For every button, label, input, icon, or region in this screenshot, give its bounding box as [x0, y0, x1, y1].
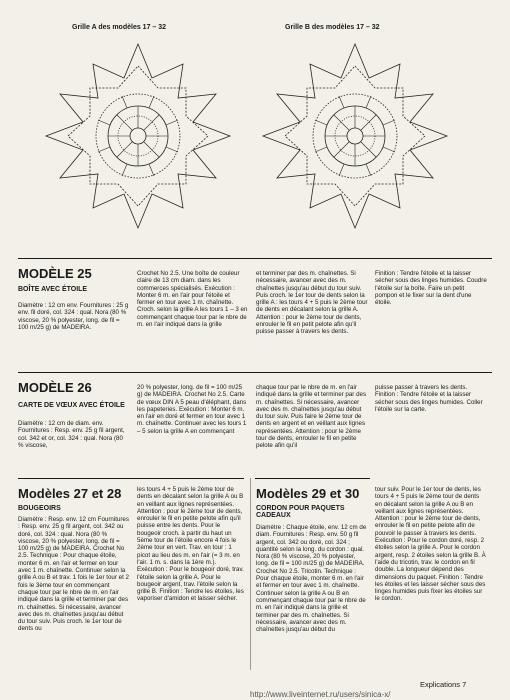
column-separator — [250, 478, 251, 670]
model-25-title: MODÈLE 25 — [18, 266, 92, 281]
model-25-col4: Finition : Tendre l'étoile et la laisser sécher sous des linges humides. Coudre l'étoile sur la boîte. Faire un petit pompon et le fixer sur la dent d'une étoile. — [375, 270, 487, 307]
diagram-b-title: Grille B des modèles 17 – 32 — [285, 24, 380, 31]
model-26-col3: chaque tour par le nbre de m. en l'air indiqué dans la grille et terminer par des m. chaînettes. Si nécessaire, avancer avec des m. chaînettes jusqu'au début du tour suiv. Puis faire le 2ème tour de dents en argent et en veillant aux lignes représentées. Attention : pour le 2ème tour de dents, enrouler le fil en petite pelote afin qu'il — [256, 384, 367, 450]
model-27-28-col1: Diamètre : Resp. env. 12 cm Fournitures : Resp. env. 25 g fil argent, col. 342 ou doré, col. 324 : qual. Nora (80 % viscose, 20 % polyester, long. de fil = 100 m/25 g) de MADEIRA. Crochet No 2.5. Technique : Pour chaque étoile, monter 6 m. en l'air et fermer en tour avec 1 m. chaînette. Continuer selon la grille A ou B et trav. 1 fois le 1er tour et 2 fois le 3ème tour en commençant chaque tour par le nbre de m. en l'air indiqué dans la grille et terminer par des m. chaînettes. Si nécessaire, avancer avec des m. chaînettes jusqu'au début du tour suiv. Puis croch. le 1er tour de dents ou — [18, 516, 129, 633]
model-25-subtitle: BOÎTE AVEC ÉTOILE — [18, 286, 88, 293]
divider — [18, 258, 492, 259]
divider — [18, 478, 244, 479]
diagram-a-title: Grille A des modèles 17 – 32 — [72, 24, 167, 31]
model-27-28-col2: les tours 4 + 5 puis le 2ème tour de dents en décalant selon la grille A ou B en veillant aux lignes représentées. Attention : pour le 2ème tour de dents, enrouler le fil en petite pelote afin qu'il puisse entre les dents. Pour le bougeoir croch. à partir du haut un 5ème tour de l'étoile encore 4 fois le 2ème tour en vert. Trav. en tour : 1 picot au lieu des m. en l'air (= 3 m. en l'air. 1 m. s. dans la 1ère m.). Exécution : Pour le bougeoir doré, trav. l'étoile selon la grille A. Pour le bougeoir argent, trav. l'étoile selon la grille B. Finition : Tendre les étoiles, les vaporiser d'amidon et laisser sécher. — [137, 486, 244, 603]
divider — [18, 372, 492, 373]
model-26-subtitle: CARTE DE VŒUX AVEC ÉTOILE — [18, 402, 125, 409]
model-27-28-subtitle: BOUGEOIRS — [18, 505, 61, 512]
model-29-30-col2: tour suiv. Pour le 1er tour de dents, les tours 4 + 5 puis le 2ème tour de dents en décalant selon la grille A ou B en veillant aux lignes représentées. Attention : pour le 2ème tour de dents, enrouler le fil en petite pelote afin de pouvoir le passer à travers les dents. Exécution : Pour le cordon doré, resp. 2 étoiles selon la grille A. Pour le cordon argent, resp. 2 étoiles selon la grille B. À l'aide du tricotin, trav. le cordon en fil double. La longueur dépend des dimensions du paquet. Finition : Tendre les étoiles et les laisser sécher sous des linges humides puis fixer les étoiles sur le cordon. — [375, 486, 486, 603]
star-diagram-b — [255, 36, 455, 236]
model-26-col1: Diamètre : 12 cm de diam. env. Fournitures : Resp. env. 25 g fil argent, col. 342 et or, col. 324 : qual. Nora (80 % viscose, — [18, 420, 125, 449]
model-25-col2: Crochet No 2.5. Une boîte de couleur claire de 13 cm diam. dans les commerces spécialisés. Exécution : Monter 6 m. en l'air pour l'étoile et fermer en tour avec 1 m. chaînette. Croch. selon la grille A les tours 1 – 3 en commençant chaque tour par le nbre de m. en l'air indiqué dans la grille — [137, 270, 248, 329]
model-26-title: MODÈLE 26 — [18, 380, 92, 395]
model-25-col3: et terminer par des m. chaînettes. Si nécessaire, avancer avec des m. chaînettes jusqu'au début du tour suiv. Puis croch. le 1er tour de dents selon la grille A : les tours 4 + 5 puis le 2ème tour de dents en décalant selon la grille A. Attention : pour le 2ème tour de dents, enrouler le fil en petit pelote afin qu'il puisse passer à travers les dents. — [256, 270, 368, 336]
star-diagram-a — [38, 36, 238, 236]
divider — [255, 478, 370, 479]
model-26-col2: 20 % polyester, long. de fil = 100 m/25 g) de MADEIRA. Crochet No 2.5. Carte de vœux DIN A 5 peau d'éléphant, dans les papeteries. Exécution : Monter 6 m. en l'air en doré et fermer en tour avec 1 m. chaînette. Continuer avec les tours 1 – 5 selon la grille A en commençant — [137, 384, 247, 435]
model-29-30-col1: Diamètre : Chaque étoile, env. 12 cm de diam. Fournitures : Resp. env. 50 g fil argent, col. 342 ou doré, col. 324 ; quantité selon la long. du cordon : qual. Nora (80 % viscose, 20 % polyester, long. de fil = 100 m/25 g) de MADEIRA. Crochet No 2.5. Tricotin. Technique : Pour chaque étoile, monter 6 m. en l'air et fermer en tour avec 1 m. chaînette. Continuer selon la grille A ou B en commençant chaque tour par le nbre de m. en l'air indiqué dans la grille et terminer par des m. chaînettes. Si nécessaire, avancer avec des m. chaînettes jusqu'au début du — [256, 524, 367, 634]
model-26-col4: puisse passer à travers les dents. Finition : Tendre l'étoile et la laisser sécher sous des linges humides. Coller l'étoile sur la carte. — [375, 384, 483, 413]
page-footer-label: Explications 7 — [420, 680, 467, 689]
model-29-30-title: Modèles 29 et 30 — [256, 486, 360, 501]
model-25-col1: Diamètre : 12 cm env. Fournitures : 25 g env. fil doré, col. 324 : qual. Nora (80 % viscose, 20 % polyester, long. de fil = 100 m/25 g) de MADEIRA. — [18, 302, 129, 331]
watermark-url: http://www.liveinternet.ru/users/sinica-x/ — [250, 690, 391, 699]
model-27-28-title: Modèles 27 et 28 — [18, 486, 122, 501]
model-29-30-subtitle: CORDON POUR PAQUETS CADEAUX — [256, 505, 345, 519]
